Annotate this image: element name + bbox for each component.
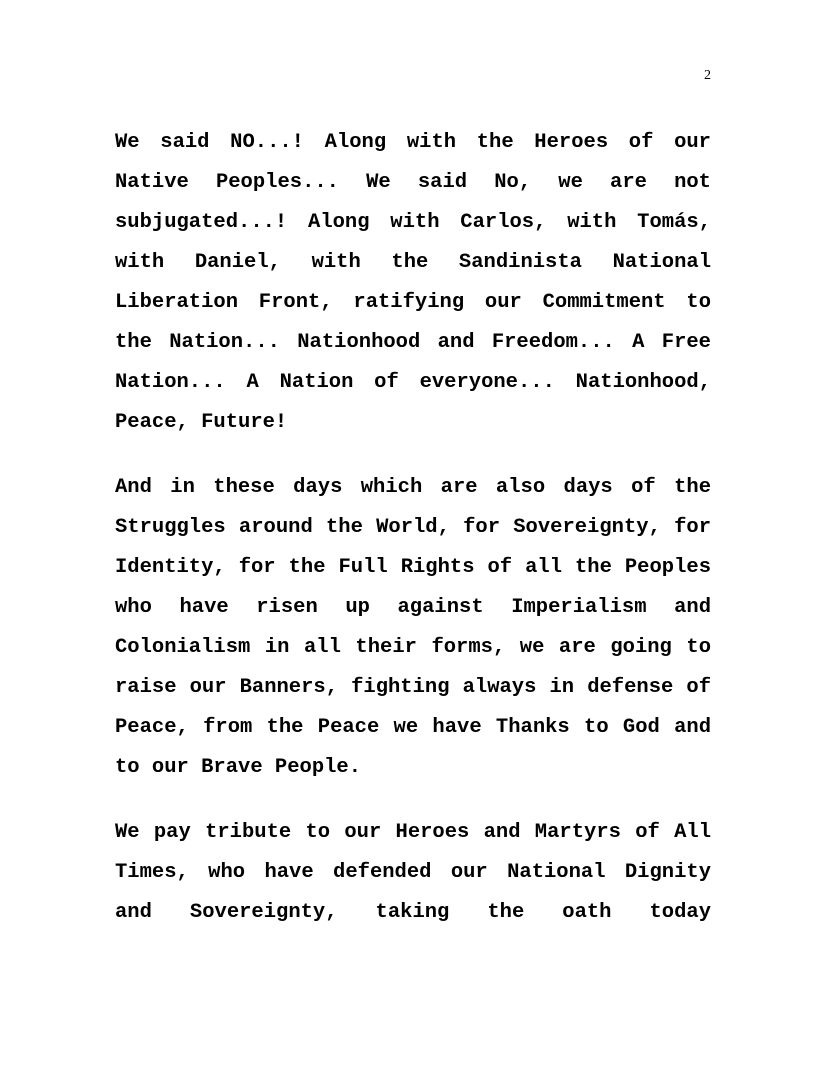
body-text — [115, 123, 711, 933]
paragraph-2: And in these days which are also days of the Struggles around the World, for Sovereignty, for Identity, for the Full Rights of all the Peoples who have risen up against Imperialism and Colonialism in all their forms, we are going to raise our Banners, fighting always in defense of Peace, from the Peace we have Thanks to God and to our Brave People. — [115, 476, 711, 779]
page-number: 2 — [704, 68, 711, 83]
paragraph-1: We said NO...! Along with the Heroes of our Native Peoples... We said No, we are not subjugated...! Along with Carlos, with Tomás, with Daniel, with the Sandinista National Liberation Front, ratifying our Commitment to the Nation... Nationhood and Freedom... A Free Nation... A Nation of everyone... Nationhood, Peace, Future! — [115, 131, 711, 434]
paragraph-3: We pay tribute to our Heroes and Martyrs of All Times, who have defended our National Dignity and Sovereignty, taking the oath today — [115, 821, 711, 924]
